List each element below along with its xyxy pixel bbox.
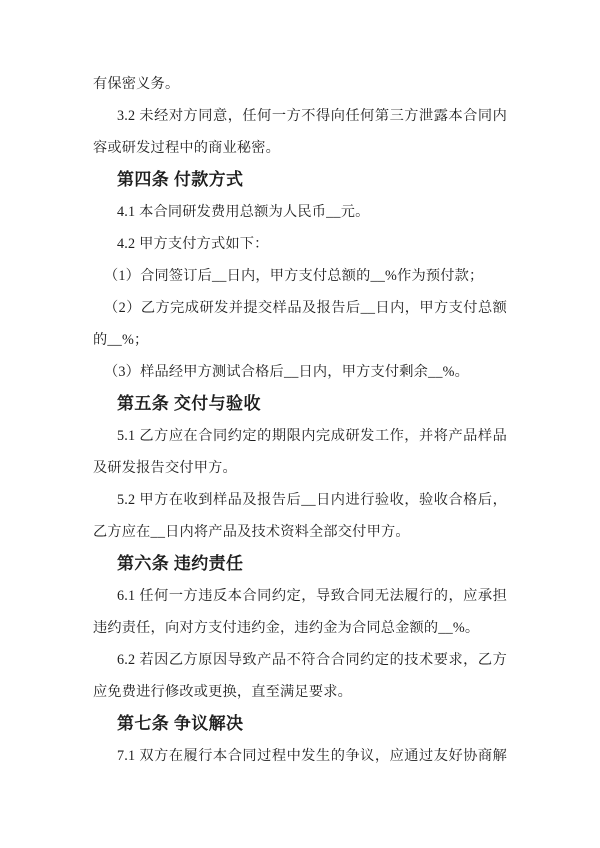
clause-line-6-2-cont: 应免费进行修改或更换，直至满足要求。 <box>93 684 352 700</box>
heading-article-6-breach: 第六条 违约责任 <box>117 554 244 573</box>
clause-line-4-2: 4.2 甲方支付方式如下： <box>117 236 269 252</box>
heading-article-4-payment: 第四条 付款方式 <box>117 170 244 189</box>
clause-line-7-1: 7.1 双方在履行本合同过程中发生的争议，应通过友好协商解 <box>117 748 507 764</box>
list-item-payment-3: （3）样品经甲方测试合格后__日内，甲方支付剩余__%。 <box>104 364 470 380</box>
clause-line-5-1-cont: 及研发报告交付甲方。 <box>93 460 237 476</box>
clause-line-6-1-cont: 违约责任，向对方支付违约金，违约金为合同总金额的__%。 <box>93 620 480 636</box>
clause-line-3-2: 3.2 未经对方同意，任何一方不得向任何第三方泄露本合同内 <box>117 108 507 124</box>
clause-line-5-2-cont: 乙方应在__日内将产品及技术资料全部交付甲方。 <box>93 524 410 540</box>
list-item-payment-1: （1）合同签订后__日内，甲方支付总额的__%作为预付款； <box>104 268 484 284</box>
clause-line-confidentiality-end: 有保密义务。 <box>93 76 180 92</box>
clause-line-5-1: 5.1 乙方应在合同约定的期限内完成研发工作，并将产品样品 <box>117 428 507 444</box>
list-item-payment-2-cont: 的__%； <box>93 332 149 348</box>
heading-article-5-delivery: 第五条 交付与验收 <box>117 394 261 413</box>
list-item-payment-2: （2）乙方完成研发并提交样品及报告后__日内，甲方支付总额 <box>104 300 507 316</box>
clause-line-3-2-cont: 容或研发过程中的商业秘密。 <box>93 140 281 156</box>
clause-line-6-2: 6.2 若因乙方原因导致产品不符合合同约定的技术要求，乙方 <box>117 652 507 668</box>
heading-article-7-dispute: 第七条 争议解决 <box>117 714 244 733</box>
clause-line-4-1: 4.1 本合同研发费用总额为人民币__元。 <box>117 204 370 220</box>
clause-line-6-1: 6.1 任何一方违反本合同约定，导致合同无法履行的，应承担 <box>117 588 507 604</box>
clause-line-5-2: 5.2 甲方在收到样品及报告后__日内进行验收，验收合格后， <box>117 492 507 508</box>
